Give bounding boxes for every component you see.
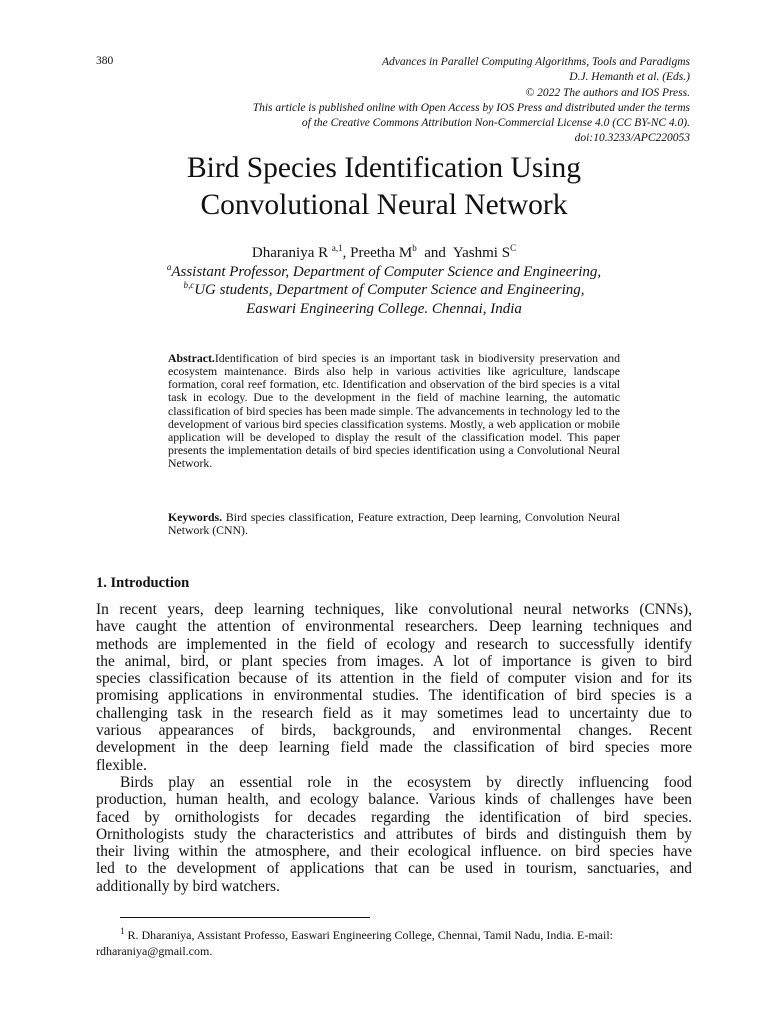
- abstract-label: Abstract.: [168, 351, 215, 365]
- journal-title: Advances in Parallel Computing Algorithms, Tools and Paradigms: [382, 56, 690, 68]
- paragraph-line: Ornithologists study the characteristics and attributes of birds and distinguish them by: [96, 825, 692, 843]
- paragraph-line: additionally by bird watchers.: [96, 877, 280, 895]
- paragraph-line: have caught the attention of environmental researchers. Deep learning techniques and: [96, 618, 692, 636]
- journal-copyright: © 2022 The authors and IOS Press.: [525, 86, 690, 99]
- author-separator: ,: [342, 245, 351, 261]
- paragraph-line: Birds play an essential role in the ecosystem by directly influencing food: [120, 773, 692, 791]
- paragraph-line: species classification because of its attention in the field of computer vision and for its: [96, 670, 692, 688]
- paper-title-line2: Convolutional Neural Network: [200, 189, 568, 221]
- author-separator: and: [416, 245, 453, 261]
- paper-title: [0, 150, 768, 224]
- author-affiliation-marker: a,1: [331, 243, 343, 253]
- author-list: [0, 245, 768, 262]
- paragraph-line: the animal, bird, or plant species from images. A lot of importance is given to bird: [96, 652, 692, 670]
- affiliation-text: Assistant Professor, Department of Computer Science and Engineering,: [171, 264, 602, 280]
- paragraph-line: their living within the atmosphere, and their ecological influence. on bird species have: [96, 843, 692, 861]
- journal-license-line2: of the Creative Commons Attribution Non-Commercial License 4.0 (CC BY-NC 4.0).: [301, 117, 690, 130]
- keywords-label: Keywords.: [168, 510, 223, 524]
- abstract-text: Identification of bird species is an important task in biodiversity preservation and ecosystem maintenance. Birds also help in various activities like agriculture, landscape formation, coral reef formation, etc. Identification and observation of the bird species is a vital task in ecology. Due to the development in the field of machine learning, the automatic classification of bird species has been made simple. The advancements in technology led to the development of various bird species classification systems. Mostly, a web application or mobile application will be developed to display the result of the classification model. This paper presents the implementation details of bird species identification using a Convolutional Neural Network.: [168, 351, 621, 471]
- paragraph-line: methods are implemented in the field of ecology and research to successfully identify: [96, 635, 692, 653]
- footnote-line: [96, 927, 692, 943]
- paragraph-line: various appearances of birds, backgrounds, and environmental changes. Recent: [96, 722, 692, 740]
- paragraph-line: challenging task in the research field as it may sometimes lead to uncertainty due to: [96, 704, 692, 722]
- footnote-marker: 1: [120, 926, 125, 936]
- page-number: 380: [96, 55, 114, 67]
- footnote-text: R. Dharaniya, Assistant Professo, Easwari Engineering College, Chennai, Tamil Nadu, India. E-mail:: [124, 928, 614, 942]
- paragraph-line: production, human health, and ecology balance. Various kinds of challenges have been: [96, 791, 692, 809]
- journal-license-line1: This article is published online with Open Access by IOS Press and distributed under the terms: [252, 101, 690, 114]
- affiliation-marker: b,c: [183, 280, 195, 291]
- author-name: Dharaniya R: [251, 245, 329, 261]
- journal-header: [130, 55, 690, 147]
- author-name: Preetha M: [350, 245, 413, 261]
- paragraph-line: development in the deep learning field made the classification of bird species more: [96, 739, 692, 757]
- body-text: [96, 601, 692, 895]
- section-heading: 1. Introduction: [96, 575, 190, 591]
- keywords-text: Bird species classification, Feature extraction, Deep learning, Convolution Neural Network (CNN).: [168, 510, 623, 538]
- footnote-line: rdharaniya@gmail.com.: [96, 944, 213, 958]
- affiliations: [0, 263, 768, 318]
- paragraph-line: promising applications in environmental studies. The identification of bird species is a: [96, 687, 692, 705]
- affiliation-line: [0, 263, 768, 281]
- affiliation-text: UG students, Department of Computer Science and Engineering,: [194, 282, 585, 299]
- paragraph-line: led to the development of applications that can be used in tourism, sanctuaries, and: [96, 860, 692, 878]
- affiliation-line: [0, 281, 768, 299]
- paragraph-line: flexible.: [96, 756, 147, 774]
- keywords: [168, 510, 623, 538]
- affiliation-marker: a: [166, 262, 172, 272]
- author-affiliation-marker: b: [412, 243, 417, 253]
- journal-editors: D.J. Hemanth et al. (Eds.): [569, 71, 690, 84]
- journal-doi: doi:10.3233/APC220053: [574, 132, 690, 145]
- author-name: Yashmi S: [452, 245, 511, 261]
- author-affiliation-marker: C: [510, 243, 517, 253]
- paper-title-line1: Bird Species Identification Using: [186, 152, 582, 184]
- paragraph-line: faced by ornithologists for decades regarding the identification of bird species.: [96, 808, 692, 826]
- paragraph-line: In recent years, deep learning techniques, like convolutional neural networks (CNNs),: [96, 601, 692, 618]
- abstract: [168, 352, 620, 470]
- footnote: [96, 927, 692, 959]
- footnote-divider: [120, 917, 370, 918]
- affiliation-line: Easwari Engineering College. Chennai, India: [246, 300, 522, 317]
